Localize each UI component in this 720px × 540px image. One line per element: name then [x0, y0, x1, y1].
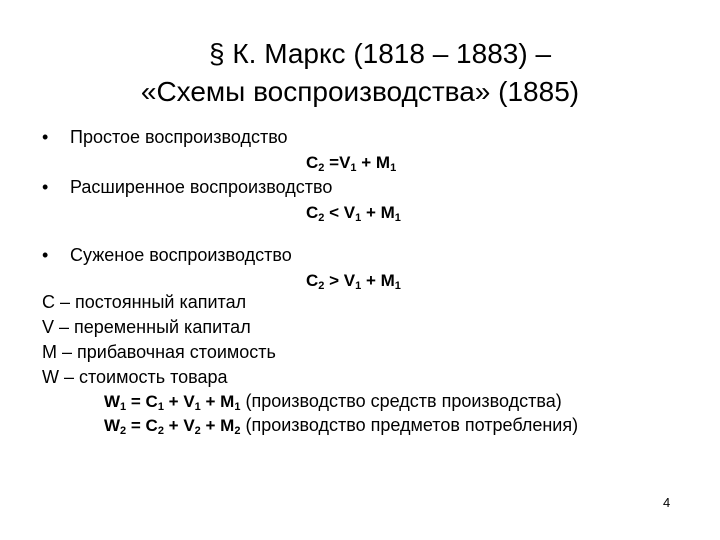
page-number: 4 — [663, 495, 671, 510]
formula-narrowed: $C_2 > V_1 + M_1$ — [306, 271, 401, 292]
bullet-label: Суженое воспроизводство — [70, 245, 292, 265]
w2-note: (производство предметов потребления) — [240, 415, 579, 435]
bullet-narrowed — [42, 244, 292, 266]
w1-note: (производство средств производства) — [240, 391, 562, 411]
bullet-label: Расширенное воспроизводство — [70, 177, 333, 197]
formula-extended: $C_2 < V_1 + M_1$ — [306, 203, 401, 224]
formula-simple: $C_2 =V_1 + M_1$ — [306, 153, 397, 174]
bullet-icon: • — [42, 177, 49, 197]
definition-v: V – переменный капитал — [42, 317, 251, 337]
title-line-2: «Схемы воспроизводства» (1885) — [140, 76, 580, 107]
title-line-1: § К. Маркс (1818 – 1883) – — [208, 38, 552, 69]
definition-w: W – стоимость товара — [42, 367, 228, 387]
bullet-label: Простое воспроизводство — [70, 127, 288, 147]
w2-formula: $W_2 = C_2 + V_2 + M_2$ (производство предметов потребления) — [104, 415, 579, 437]
bullet-icon: • — [42, 127, 49, 147]
w1-formula: $W_1 = C_1 + V_1 + M_1$ (производство средств производства) — [104, 391, 562, 413]
bullet-simple — [42, 126, 288, 148]
bullet-icon: • — [42, 245, 49, 265]
slide-title — [0, 35, 720, 111]
definition-m: M – прибавочная стоимость — [42, 342, 276, 362]
bullet-extended — [42, 176, 332, 198]
definition-c: C – постоянный капитал — [42, 292, 247, 312]
